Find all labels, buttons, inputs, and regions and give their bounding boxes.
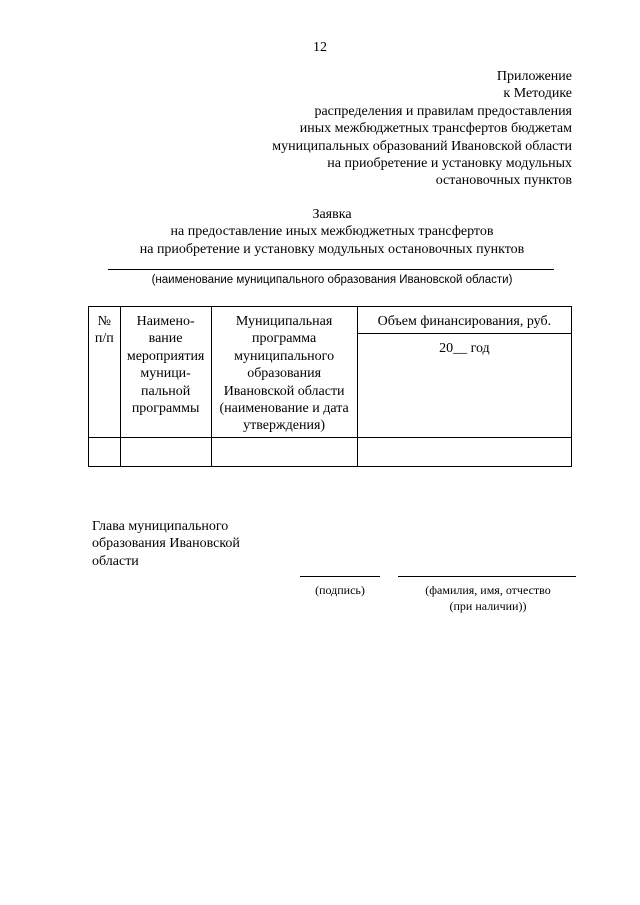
appendix-header — [272, 68, 572, 190]
header-text: пальной — [141, 383, 191, 399]
header-text: вание — [148, 331, 183, 347]
header-text: муници- — [140, 366, 191, 382]
header-text: Наимено- — [136, 314, 195, 329]
header-cell-year — [357, 334, 571, 438]
request-table — [88, 306, 572, 467]
table-cell — [89, 438, 121, 467]
page-number: 12 — [313, 40, 327, 55]
title-heading: Заявка — [312, 207, 352, 222]
signature-caption: (подпись) — [315, 583, 365, 597]
appendix-line: иных межбюджетных трансфертов бюджетам — [299, 121, 572, 137]
header-cell-number — [89, 307, 121, 438]
signatory-line: образования Ивановской — [92, 536, 240, 552]
table-cell — [120, 438, 211, 467]
full-name-caption — [398, 582, 578, 614]
table-cell — [211, 438, 357, 467]
header-text: п/п — [94, 331, 114, 347]
header-text: утверждения) — [243, 418, 326, 434]
appendix-line: распределения и правилам предоставления — [314, 103, 572, 119]
title-line: на предоставление иных межбюджетных трансфертов — [170, 224, 494, 240]
appendix-line: к Методике — [503, 86, 572, 102]
header-text: мероприятия — [126, 348, 205, 364]
signatory-line: области — [92, 553, 139, 569]
signatory-position — [92, 518, 240, 570]
title-line: на приобретение и установку модульных остановочных пунктов — [139, 241, 525, 257]
header-text: муниципального — [234, 348, 335, 364]
signature-blank-line — [300, 576, 380, 577]
document-title — [0, 206, 640, 258]
table-row — [89, 438, 572, 467]
full-name-blank-line — [398, 576, 576, 577]
appendix-line: остановочных пунктов — [435, 173, 572, 189]
org-name-blank-line — [108, 269, 554, 270]
header-text: № — [97, 314, 112, 329]
signatory-line: Глава муниципального — [92, 519, 229, 534]
appendix-line: Приложение — [496, 69, 572, 84]
header-cell-program — [211, 307, 357, 438]
table-cell — [357, 438, 571, 467]
year-label: 20__ год — [439, 341, 490, 356]
header-text: (наименование и дата — [219, 401, 349, 417]
appendix-line: муниципальных образований Ивановской области — [272, 138, 572, 154]
header-text: Ивановской области — [223, 383, 345, 399]
header-text: образования — [247, 366, 322, 382]
appendix-line: на приобретение и установку модульных — [327, 156, 572, 172]
caption-line: (фамилия, имя, отчество — [425, 583, 551, 597]
header-text: программы — [131, 401, 200, 417]
header-cell-activity — [120, 307, 211, 438]
header-cell-financing — [357, 307, 571, 334]
header-text: программа — [251, 331, 317, 347]
header-text: Объем финансирования, руб. — [377, 314, 552, 329]
header-text: Муниципальная — [235, 314, 333, 329]
table-header-row — [89, 307, 572, 334]
org-name-caption: (наименование муниципального образования Ивановской области) — [151, 274, 513, 286]
caption-line: (при наличии)) — [449, 599, 527, 613]
